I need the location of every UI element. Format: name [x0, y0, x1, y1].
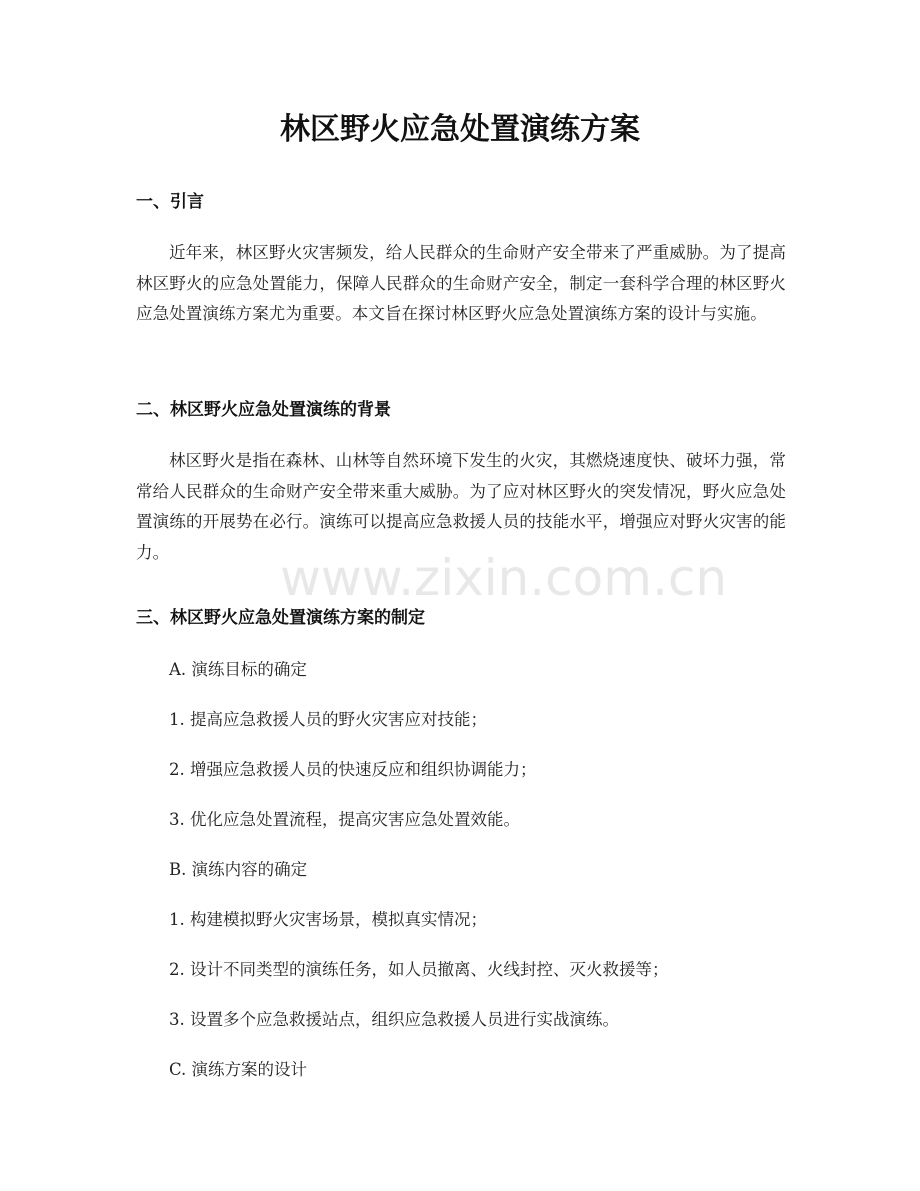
section-heading-background: 二、林区野火应急处置演练的背景 — [136, 400, 391, 420]
list-item: 2. 增强应急救援人员的快速反应和组织协调能力； — [169, 760, 537, 779]
section-paragraph-background: 林区野火是指在森林、山林等自然环境下发生的火灾，其燃烧速度快、破坏力强，常常给人民群众的生命财产安全带来重大威胁。为了应对林区野火的突发情况，野火应急处置演练的开展势在必行。演练可以提高应急救援人员的技能水平，增强应对野火灾害的能力。 — [136, 451, 786, 562]
section-heading-plan: 三、林区野火应急处置演练方案的制定 — [136, 608, 425, 628]
list-item: C. 演练方案的设计 — [169, 1060, 308, 1079]
list-item: A. 演练目标的确定 — [169, 660, 307, 679]
section-heading-intro: 一、引言 — [136, 192, 204, 212]
watermark: www.zixin.com.cn — [280, 549, 728, 607]
section-paragraph-intro: 近年来，林区野火灾害频发，给人民群众的生命财产安全带来了严重威胁。为了提高林区野火的应急处置能力，保障人民群众的生命财产安全，制定一套科学合理的林区野火应急处置演练方案尤为重要。本文旨在探讨林区野火应急处置演练方案的设计与实施。 — [136, 243, 786, 323]
document-title: 林区野火应急处置演练方案 — [280, 112, 640, 147]
list-item: 2. 设计不同类型的演练任务，如人员撤离、火线封控、灭火救援等； — [169, 960, 669, 979]
list-item: B. 演练内容的确定 — [169, 860, 308, 879]
list-item: 3. 设置多个应急救援站点，组织应急救援人员进行实战演练。 — [169, 1010, 619, 1029]
list-item: 1. 构建模拟野火灾害场景，模拟真实情况； — [169, 910, 487, 929]
list-item: 1. 提高应急救援人员的野火灾害应对技能； — [169, 710, 487, 729]
list-item: 3. 优化应急处置流程，提高灾害应急处置效能。 — [169, 810, 520, 829]
